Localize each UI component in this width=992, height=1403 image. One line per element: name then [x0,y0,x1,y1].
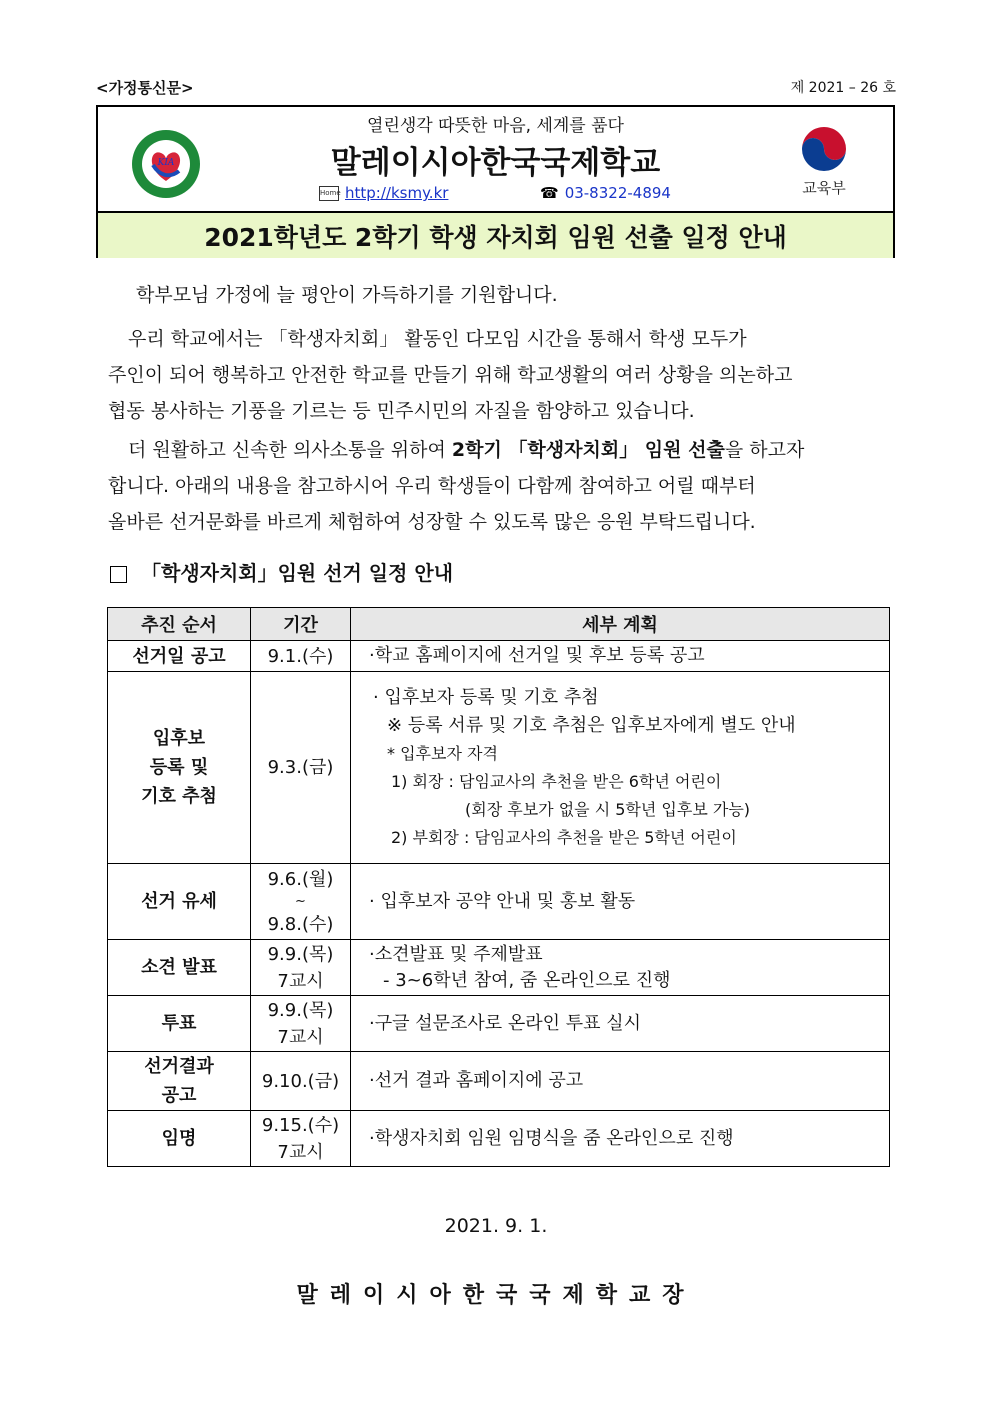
schedule-table [107,607,890,1167]
ministry-name: 교육부 [802,179,846,197]
checkbox-icon [110,566,127,583]
school-slogan: 열린생각 따뜻한 마음, 세계를 품다 [367,116,624,136]
intro-paragraph: 우리 학교에서는 「학생자치회」 활동인 다모임 시간을 통해서 학생 모두가 주인이 되어 행복하고 안전한 학교를 만들기 위해 학교생활의 여러 상황을 의논하고 협동 봉사하는 기풍을 기르는 등 민주시민의 자질을 함양하고 있습니다. [108,328,793,422]
notice-title: 2021학년도 2학기 학생 자치회 임원 선출 일정 안내 [98,211,893,258]
phone-number: 03-8322-4894 [564,184,671,202]
ministry-logo-icon [797,121,851,201]
table-row: 투표 9.9.(목) 7교시 ·구글 설문조사로 온라인 투표 실시 [108,996,890,1052]
website-contact[interactable] [319,184,448,202]
table-row: 선거일 공고 9.1.(수) ·학교 홈페이지에 선거일 및 후보 등록 공고 [108,641,890,672]
issue-number: 제 2021 – 26 호 [790,80,896,96]
purpose-paragraph: 더 원활하고 신속한 의사소통을 위하여 2학기 「학생자치회」 임원 선출을 하고자 합니다. 아래의 내용을 참고하시어 우리 학생들이 다함께 참여하고 어릴 때부터 올바른 선거문화를 바르게 체험하여 성장할 수 있도록 많은 응원 부탁드립니다. [108,439,805,533]
website-link[interactable]: http://ksmy.kr [345,184,449,202]
school-name: 말레이시아한국국제학교 [330,145,661,181]
document-type-label: <가정통신문> [96,79,194,97]
svg-text:KIA: KIA [157,158,175,168]
table-row: 입후보 등록 및 기호 추첨 9.3.(금) · 입후보자 등록 및 기호 추첨 ※ 등록 서류 및 기호 추첨은 입후보자에게 별도 안내 * 입후보자 자격 1) 회장 : 담임교사의 추천을 받은 6학년 어린이 (회장 후보가 없을 시 5학년 입후보 가능) 2) 부회장 : 담임교사의 추천을 받은 5학년 어린이 [108,672,890,864]
table-row: 선거 유세 9.6.(월) ~ 9.8.(수) · 입후보자 공약 안내 및 홍보 활동 [108,864,890,940]
letterhead-upper [98,107,893,211]
letterhead [96,105,895,258]
home-icon: Home [319,186,339,201]
header-detail: 세부 계획 [351,608,890,641]
table-row: 소견 발표 9.9.(목) 7교시 ·소견발표 및 주제발표 - 3~6학년 참여, 줌 온라인으로 진행 [108,940,890,996]
table-row: 임명 9.15.(수) 7교시 ·학생자치회 임원 임명식을 줌 온라인으로 진행 [108,1111,890,1167]
table-header-row [108,608,890,641]
greeting-paragraph: 학부모님 가정에 늘 평안이 가득하기를 기원합니다. [136,284,558,306]
table-row: 선거결과 공고 9.10.(금) ·선거 결과 홈페이지에 공고 [108,1052,890,1111]
phone-contact [540,184,671,202]
section-heading: 「학생자치회」임원 선거 일정 안내 [110,557,453,586]
header-period: 기간 [251,608,351,641]
principal-signature: 말레이시아한국국제학교장 [296,1283,696,1308]
phone-icon: ☎ [540,184,559,202]
header-step: 추진 순서 [108,608,251,641]
issue-date: 2021. 9. 1. [444,1215,548,1237]
